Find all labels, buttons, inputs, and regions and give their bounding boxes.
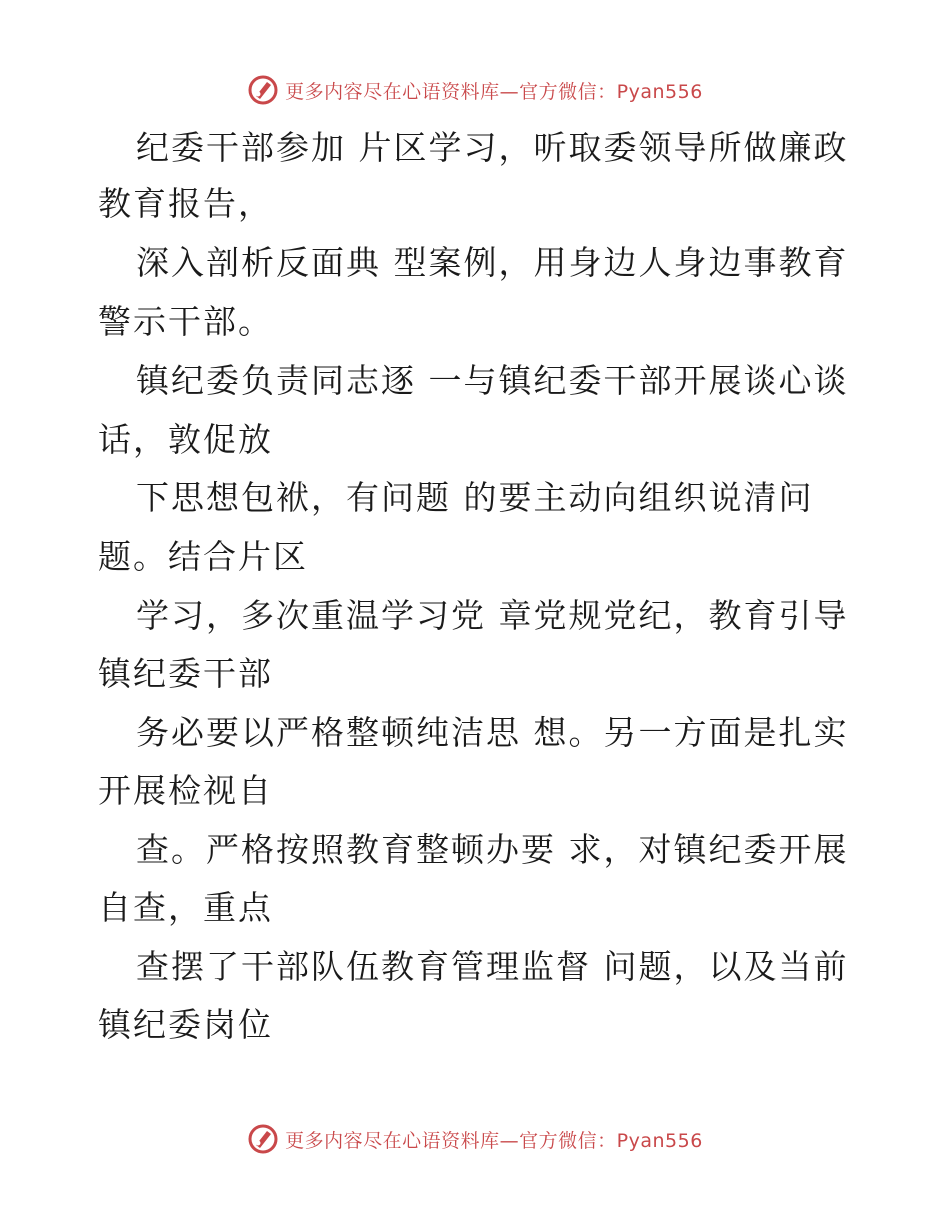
banner-title: 更多内容尽在心语资料库: [285, 80, 500, 103]
text-line: 学习，多次重温学习党 章党规党纪，教育引导: [136, 596, 849, 635]
text-line: 务必要以严格整顿纯洁思 想。另一方面是扎实: [136, 713, 849, 752]
footer-banner: [0, 1121, 950, 1157]
text-line: 下思想包袱，有问题 的要主动向组织说清问: [136, 478, 814, 517]
text-line: 话，敦促放: [98, 420, 273, 459]
banner-title: 更多内容尽在心语资料库: [285, 1129, 500, 1152]
banner-separator: —: [499, 80, 520, 103]
logo-icon: [247, 74, 279, 106]
banner-contact: 官方微信：Pyan556: [519, 80, 703, 103]
text-line: 镇纪委干部: [98, 654, 273, 693]
text-line: 题。结合片区: [98, 537, 308, 576]
logo-icon: [247, 1123, 279, 1155]
text-line: 自查，重点: [98, 888, 273, 927]
banner-contact: 官方微信：Pyan556: [519, 1129, 703, 1152]
text-line: 纪委干部参加 片区学习，听取委领导所做廉政: [136, 128, 849, 167]
banner-separator: —: [499, 1129, 520, 1152]
text-line: 深入剖析反面典 型案例，用身边人身边事教育: [136, 243, 849, 282]
text-line: 镇纪委负责同志逐 一与镇纪委干部开展谈心谈: [136, 361, 849, 400]
text-line: 教育报告，: [98, 184, 273, 223]
text-line: 查。严格按照教育整顿办要 求，对镇纪委开展: [136, 830, 849, 869]
header-banner: [0, 72, 950, 108]
text-line: 查摆了干部队伍教育管理监督 问题，以及当前: [136, 947, 849, 986]
text-line: 镇纪委岗位: [98, 1005, 273, 1044]
text-line: 开展检视自: [98, 771, 273, 810]
text-line: 警示干部。: [98, 302, 273, 341]
